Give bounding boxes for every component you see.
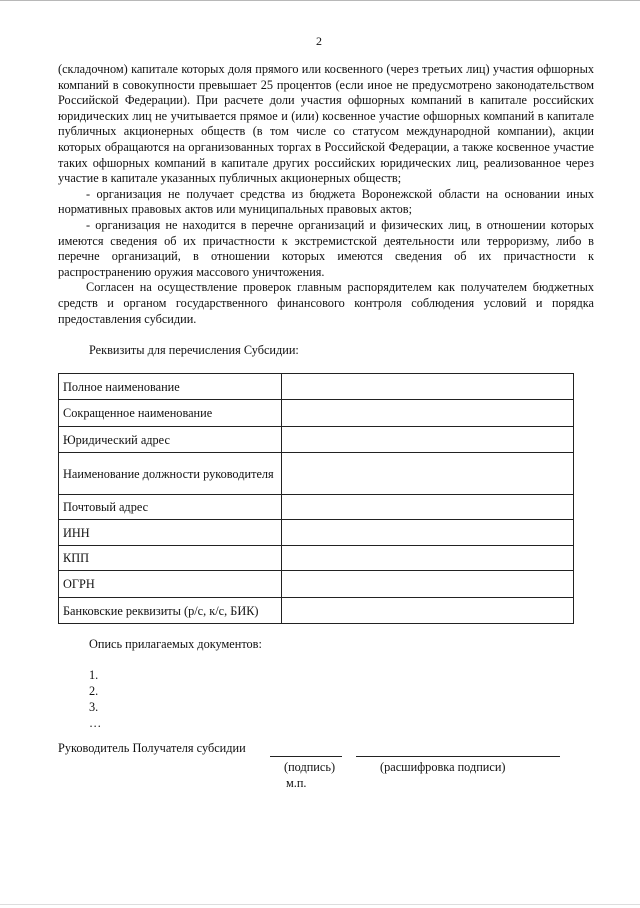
signature-line <box>270 756 342 757</box>
documents-title: Опись прилагаемых документов: <box>89 637 262 651</box>
row-label: Банковские реквизиты (р/с, к/с, БИК) <box>59 598 282 624</box>
table-row <box>59 571 574 598</box>
row-label: ИНН <box>59 520 282 546</box>
row-value <box>282 495 574 520</box>
row-value <box>282 571 574 598</box>
documents-list <box>89 667 101 731</box>
signature-label: Руководитель Получателя субсидии <box>58 741 246 755</box>
page-top-edge <box>0 0 640 1</box>
row-label: Наименование должности руководителя <box>59 453 282 495</box>
signature-caption: (подпись) <box>284 760 336 774</box>
row-value <box>282 598 574 624</box>
row-value <box>282 374 574 400</box>
row-label: КПП <box>59 546 282 571</box>
list-item: … <box>89 716 102 730</box>
row-value <box>282 400 574 427</box>
row-label: Сокращенное наименование <box>59 400 282 427</box>
table-row <box>59 495 574 520</box>
row-label: ОГРН <box>59 571 282 598</box>
paragraph: - организация не получает средства из бюджета Воронежской области на основании иных нормативных правовых актов или муниципальных правовых актов; <box>58 186 594 217</box>
table-row <box>59 520 574 546</box>
body-text <box>58 62 594 327</box>
paragraph: - организация не находится в перечне организаций и физических лиц, в отношении которых имеются сведения об их причастности к экстремистской деятельности или терроризму, либо в перечне организаций, в отношении которых имеются сведения об их причастности к распространению оружия массового уничтожения. <box>58 217 594 279</box>
list-item: 1. <box>89 668 99 682</box>
signature-block <box>58 741 578 801</box>
page-bottom-edge <box>0 904 640 905</box>
table-row <box>59 374 574 400</box>
name-line <box>356 756 560 757</box>
list-item: 3. <box>89 700 99 714</box>
list-item: 2. <box>89 684 99 698</box>
name-caption: (расшифровка подписи) <box>380 760 506 774</box>
page-number: 2 <box>316 34 322 48</box>
requisites-title: Реквизиты для перечисления Субсидии: <box>89 343 299 357</box>
table-row <box>59 546 574 571</box>
table-row <box>59 400 574 427</box>
row-value <box>282 453 574 495</box>
requisites-table <box>58 373 574 624</box>
row-value <box>282 520 574 546</box>
table-row <box>59 453 574 495</box>
table-row <box>59 598 574 624</box>
table-row <box>59 427 574 453</box>
row-value <box>282 546 574 571</box>
row-label: Полное наименование <box>59 374 282 400</box>
paragraph: (складочном) капитале которых доля прямого или косвенного (через третьих лиц) участия офшорных компаний в совокупности превышает 25 процентов (если иное не предусмотрено законодательством Российской Федерации). При расчете доли участия офшорных компаний в капитале российских юридических лиц не учитывается прямое и (или) косвенное участие офшорных компаний в капитале публичных акционерных обществ (в том числе со статусом международной компании), акции которых обращаются на организованных торгах в Российской Федерации, а также косвенное участие таких офшорных компаний в капитале других российских юридических лиц, реализованное через участие в капитале указанных публичных акционерных обществ; <box>58 62 594 186</box>
row-label: Юридический адрес <box>59 427 282 453</box>
stamp-placeholder: м.п. <box>286 776 307 790</box>
row-value <box>282 427 574 453</box>
paragraph: Согласен на осуществление проверок главным распорядителем как получателем бюджетных средств и органом государственного финансового контроля соблюдения условий и порядка предоставления субсидии. <box>58 280 594 326</box>
row-label: Почтовый адрес <box>59 495 282 520</box>
